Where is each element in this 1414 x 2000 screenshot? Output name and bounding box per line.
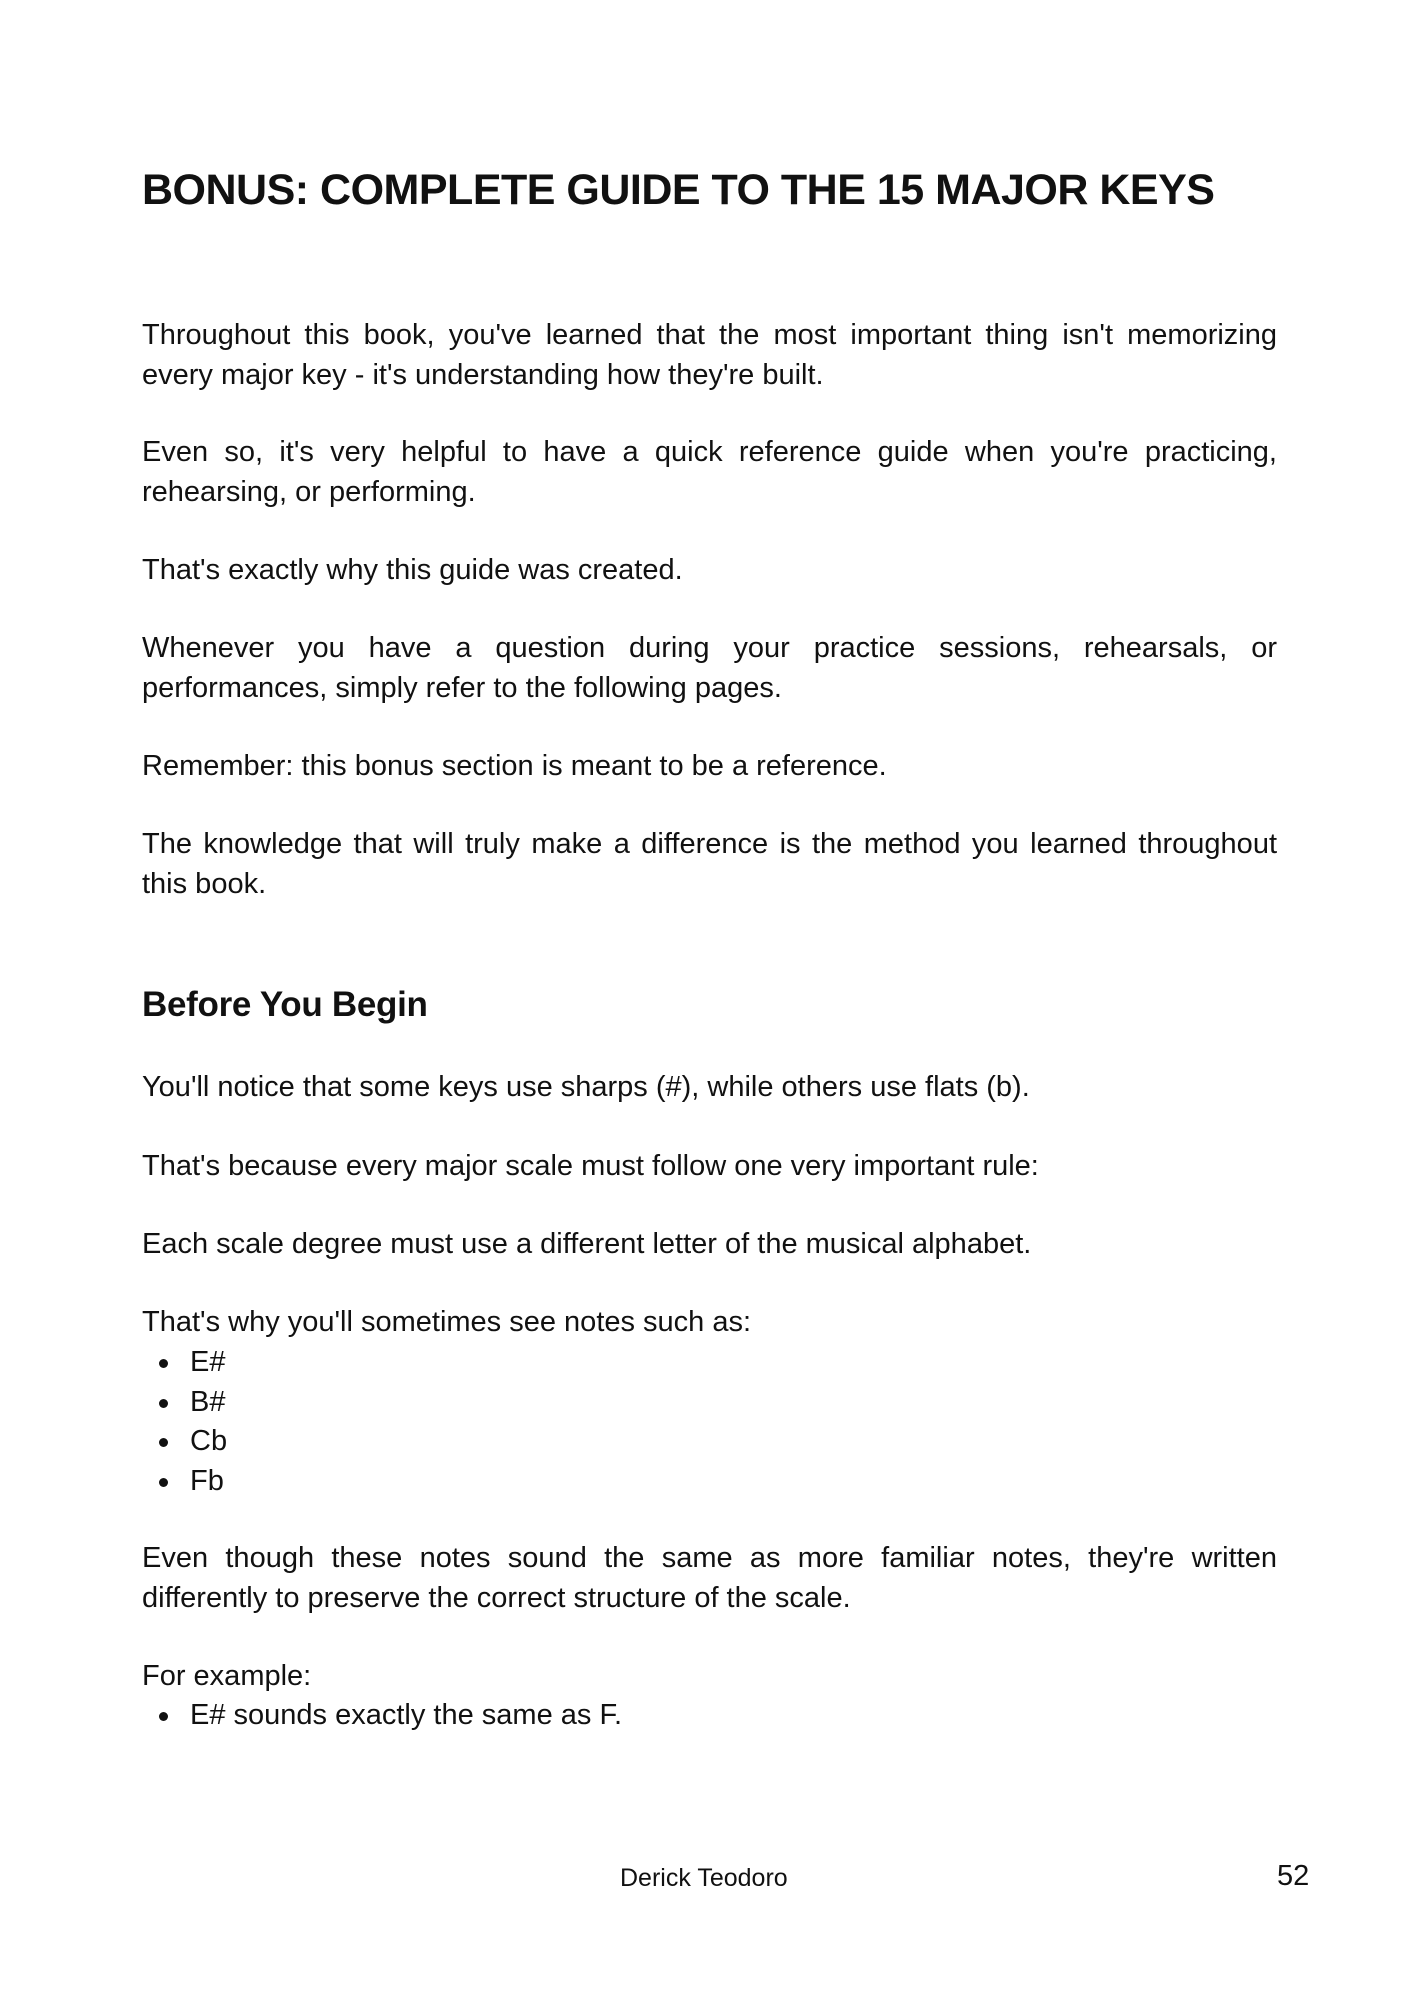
document-page [142, 0, 1277, 2000]
intro-paragraph-4: Whenever you have a question during your practice sessions, rehearsals, or performances, simply refer to the following pages. [142, 632, 1277, 704]
section-paragraph-2: That's because every major scale must follow one very important rule: [142, 1150, 1039, 1182]
page-number: 52 [1277, 1860, 1310, 1892]
bullet-icon [159, 1712, 168, 1721]
section-paragraph-1: You'll notice that some keys use sharps (#), while others use flats (b). [142, 1071, 1030, 1103]
list-item: E# sounds exactly the same as F. [142, 1696, 622, 1736]
example-intro: For example: [142, 1660, 312, 1692]
list-item: E# [142, 1343, 227, 1383]
section-paragraph-5: Even though these notes sound the same as more familiar notes, they're written differently to preserve the correct structure of the scale. [142, 1542, 1277, 1614]
bullet-icon [159, 1438, 168, 1447]
intro-paragraph-2: Even so, it's very helpful to have a quick reference guide when you're practicing, rehearsing, or performing. [142, 436, 1277, 508]
example-list [142, 1696, 622, 1736]
page-title: BONUS: COMPLETE GUIDE TO THE 15 MAJOR KEYS [142, 166, 1215, 214]
list-item: Cb [142, 1422, 227, 1462]
intro-paragraph-5: Remember: this bonus section is meant to be a reference. [142, 750, 887, 782]
list-item: Fb [142, 1462, 227, 1502]
section-heading: Before You Begin [142, 985, 428, 1024]
notes-list [142, 1343, 227, 1501]
bullet-icon [159, 1359, 168, 1368]
list-item: B# [142, 1383, 227, 1423]
section-paragraph-4: That's why you'll sometimes see notes such as: [142, 1306, 752, 1338]
bullet-icon [159, 1399, 168, 1408]
bullet-icon [159, 1478, 168, 1487]
intro-paragraph-6: The knowledge that will truly make a difference is the method you learned throughout this book. [142, 828, 1277, 900]
intro-paragraph-3: That's exactly why this guide was created. [142, 554, 683, 586]
footer-author: Derick Teodoro [620, 1864, 788, 1892]
section-paragraph-3: Each scale degree must use a different letter of the musical alphabet. [142, 1228, 1032, 1260]
intro-paragraph-1: Throughout this book, you've learned that the most important thing isn't memorizing every major key - it's understanding how they're built. [142, 319, 1277, 391]
